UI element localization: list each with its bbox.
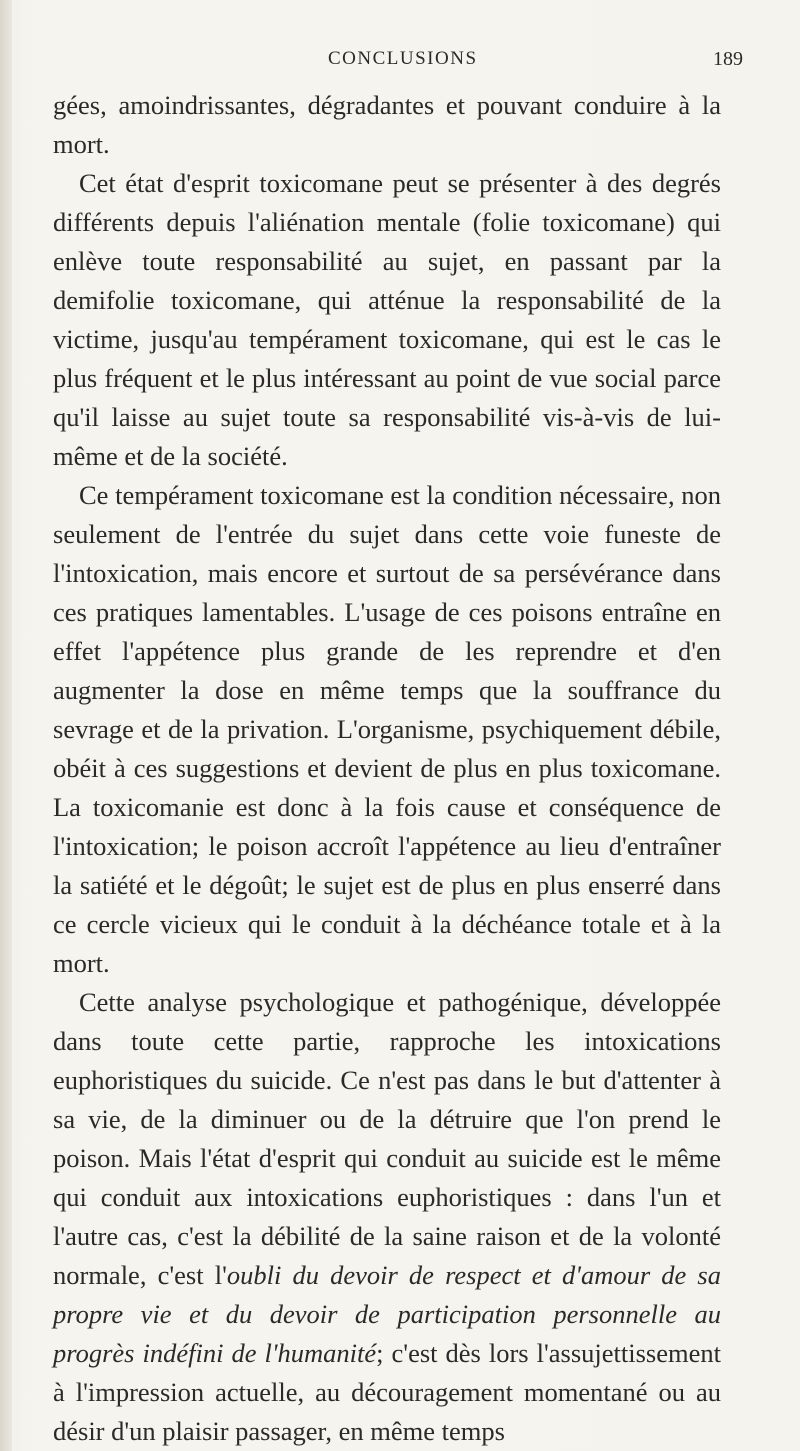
page-gutter-edge [0,0,12,1451]
paragraph-analysis-text: Cette analyse psychologique et pathogénique, développée dans toute cette partie, rapproche les intoxications euphoristiques du suicide. Ce n'est pas dans le but d'attenter à sa vie, de la diminuer ou de la détruire que l'on prend le poison. Mais l'état d'esprit qui conduit au suicide est le même qui conduit aux intoxications euphoristiques : dans l'un et l'autre cas, c'est la débilité de la saine raison et de la volonté normale, c'est l' [53,987,721,1290]
paragraph-degrees: Cet état d'esprit toxicomane peut se présenter à des degrés différents depuis l'aliénation mentale (folie toxicomane) qui enlève toute responsabilité au sujet, en passant par la demifolie toxicomane, qui atténue la responsabilité de la victime, jusqu'au tempérament toxicomane, qui est le cas le plus fréquent et le plus intéressant au point de vue social parce qu'il laisse au sujet toute sa responsabilité vis-à-vis de lui-même et de la société. [53,168,721,471]
paragraph-temperament: Ce tempérament toxicomane est la condition nécessaire, non seulement de l'entrée du sujet dans cette voie funeste de l'intoxication, mais encore et surtout de sa persévérance dans ces pratiques lamentables. L'usage de ces poisons entraîne en effet l'appétence plus grande de les reprendre et d'en augmenter la dose en même temps que la souffrance du sevrage et de la privation. L'organisme, psychiquement débile, obéit à ces suggestions et devient de plus en plus toxicomane. La toxicomanie est donc à la fois cause et conséquence de l'intoxication; le poison accroît l'appétence au lieu d'entraîner la satiété et le dégoût; le sujet est de plus en plus enserré dans ce cercle vicieux qui le conduit à la déchéance totale et à la mort. [53,480,721,978]
paragraph-continuation: gées, amoindrissantes, dégradantes et pouvant conduire à la mort. [53,90,721,159]
body-text [53,86,721,1451]
paragraph-analysis-italic: oubli du devoir de respect et d'amour de sa propre vie et du devoir de participation personnelle au progrès indéfini de l'humanité [53,1260,721,1368]
running-head [0,48,800,78]
page-number: 189 [713,48,743,70]
paragraph-analysis-tail: ; c'est dès lors l'assujettissement à l'impression actuelle, au découragement momentané ou au désir d'un plaisir passager, en même temps [53,1338,721,1446]
running-title: CONCLUSIONS [328,48,478,69]
paragraph-analysis [53,983,721,1451]
